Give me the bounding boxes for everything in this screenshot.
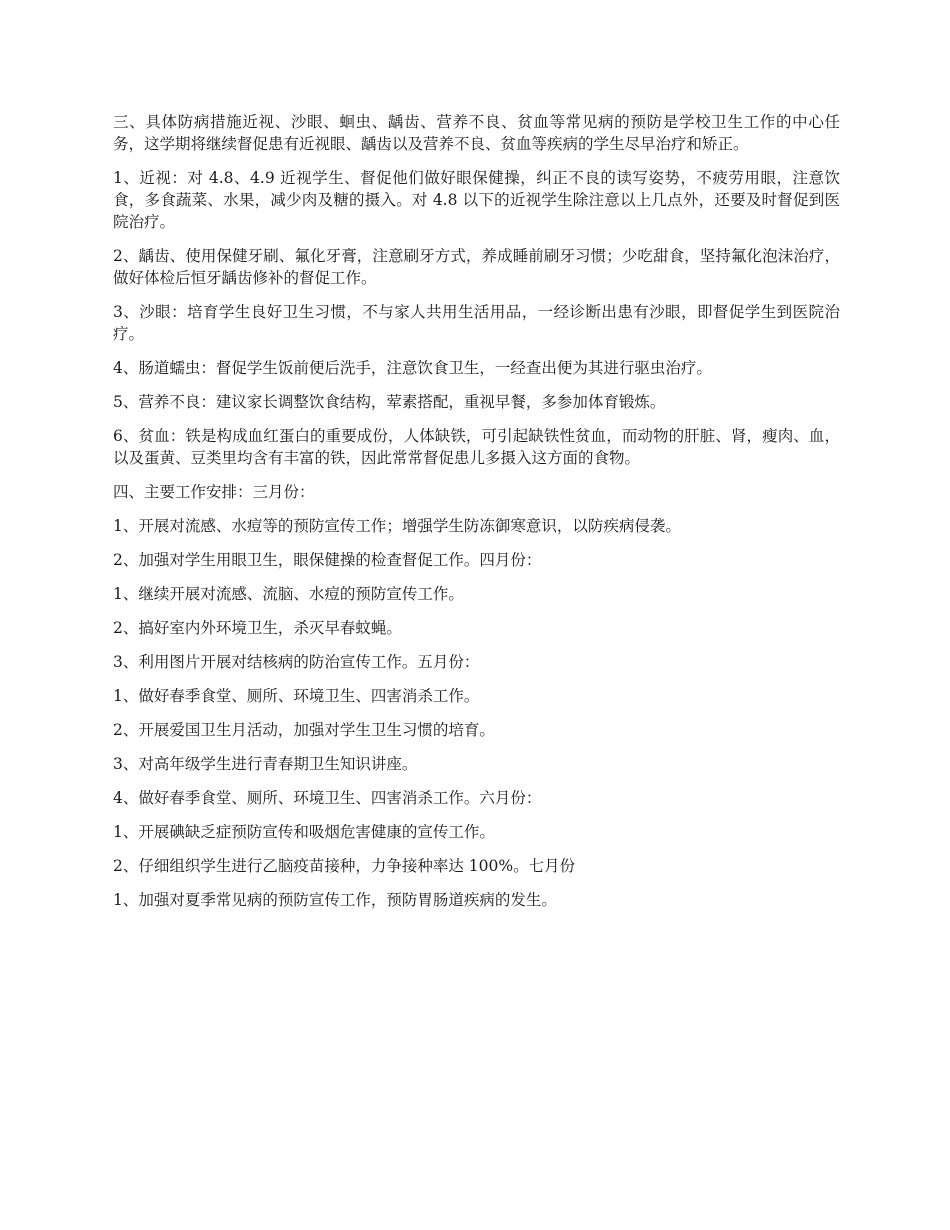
dental-caries-paragraph: 2、龋齿、使用保健牙刷、氟化牙膏，注意刷牙方式，养成睡前刷牙习惯；少吃甜食，坚持氟化泡沫治疗，做好体检后恒牙龋齿修补的督促工作。	[113, 247, 840, 287]
march-item-2: 2、加强对学生用眼卫生，眼保健操的检查督促工作。四月份：	[113, 551, 542, 569]
malnutrition-paragraph: 5、营养不良：建议家长调整饮食结构，荤素搭配，重视早餐，多参加体育锻炼。	[113, 393, 666, 411]
june-item-2: 2、仔细组织学生进行乙脑疫苗接种，力争接种率达 100%。七月份	[113, 857, 576, 875]
may-item-4: 4、做好春季食堂、厕所、环境卫生、四害消杀工作。六月份：	[113, 789, 542, 807]
may-item-2: 2、开展爱国卫生月活动，加强对学生卫生习惯的培育。	[113, 721, 495, 739]
june-item-1: 1、开展碘缺乏症预防宣传和吸烟危害健康的宣传工作。	[113, 823, 495, 841]
trachoma-paragraph: 3、沙眼：培育学生良好卫生习惯，不与家人共用生活用品，一经诊断出患有沙眼，即督促学生到医院治疗。	[113, 303, 840, 343]
april-item-2: 2、搞好室内外环境卫生，杀灭早春蚊蝇。	[113, 619, 402, 637]
may-item-3: 3、对高年级学生进行青春期卫生知识讲座。	[113, 755, 418, 773]
section-four-heading: 四、主要工作安排：三月份：	[113, 483, 315, 501]
march-item-1: 1、开展对流感、水痘等的预防宣传工作；增强学生防冻御寒意识，以防疾病侵袭。	[113, 517, 681, 535]
july-item-1: 1、加强对夏季常见病的预防宣传工作，预防胃肠道疾病的发生。	[113, 891, 557, 909]
april-item-3: 3、利用图片开展对结核病的防治宣传工作。五月份：	[113, 653, 480, 671]
section-three-intro: 三、具体防病措施近视、沙眼、蛔虫、龋齿、营养不良、贫血等常见病的预防是学校卫生工作的中心任务，这学期将继续督促患有近视眼、龋齿以及营养不良、贫血等疾病的学生尽早治疗和矫正。	[113, 113, 840, 153]
april-item-1: 1、继续开展对流感、流脑、水痘的预防宣传工作。	[113, 585, 464, 603]
myopia-paragraph: 1、近视：对 4.8、4.9 近视学生、督促他们做好眼保健操，纠正不良的读写姿势，不疲劳用眼，注意饮食，多食蔬菜、水果，减少肉及糖的摄入。对 4.8 以下的近视学生除注意以上几点外，还要及时督促到医院治疗。	[113, 169, 840, 231]
intestinal-worm-paragraph: 4、肠道蠕虫：督促学生饭前便后洗手，注意饮食卫生，一经查出便为其进行驱虫治疗。	[113, 359, 712, 377]
anemia-paragraph: 6、贫血：铁是构成血红蛋白的重要成份，人体缺铁，可引起缺铁性贫血，而动物的肝脏、肾，瘦肉、血，以及蛋黄、豆类里均含有丰富的铁，因此常常督促患儿多摄入这方面的食物。	[113, 427, 840, 467]
document-body	[113, 111, 840, 923]
may-item-1: 1、做好春季食堂、厕所、环境卫生、四害消杀工作。	[113, 687, 480, 705]
